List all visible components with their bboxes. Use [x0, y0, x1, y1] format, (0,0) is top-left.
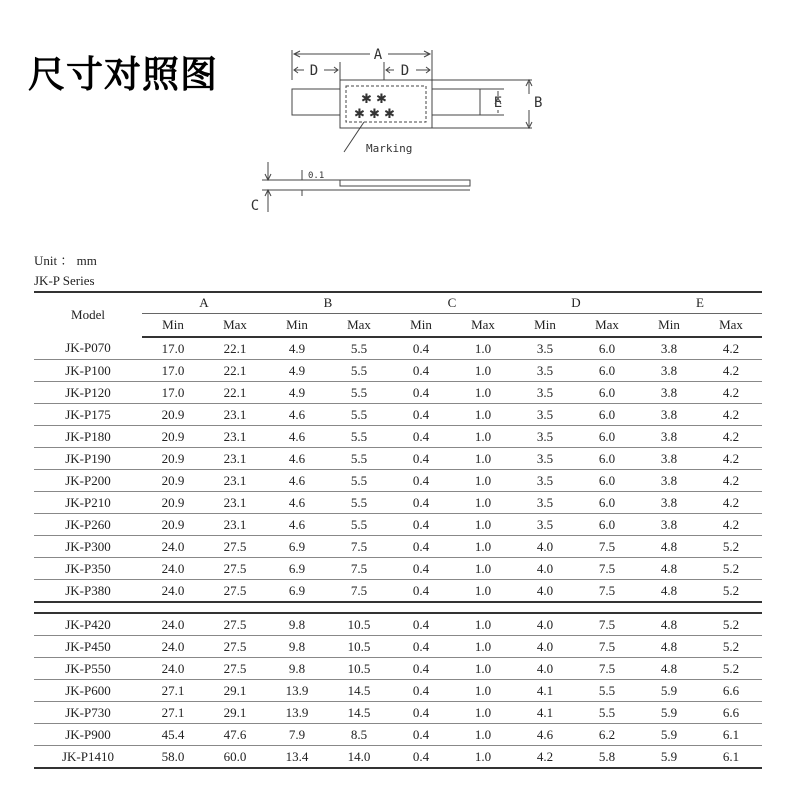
- value-cell: 1.0: [452, 558, 514, 580]
- value-cell: 5.2: [700, 658, 762, 680]
- dim-b-label: B: [534, 95, 543, 111]
- value-cell: 7.5: [576, 636, 638, 658]
- group-header-c: C: [390, 292, 514, 314]
- value-cell: 3.5: [514, 337, 576, 360]
- value-cell: 23.1: [204, 514, 266, 536]
- value-cell: 7.5: [328, 558, 390, 580]
- table-row: [34, 658, 762, 680]
- value-cell: 17.0: [142, 360, 204, 382]
- table-row: [34, 360, 762, 382]
- value-cell: 4.2: [514, 746, 576, 769]
- value-cell: 6.6: [700, 680, 762, 702]
- value-cell: 4.1: [514, 702, 576, 724]
- value-cell: 0.4: [390, 492, 452, 514]
- value-cell: 10.5: [328, 658, 390, 680]
- value-cell: 5.2: [700, 613, 762, 636]
- value-cell: 7.5: [328, 536, 390, 558]
- value-cell: 20.9: [142, 470, 204, 492]
- value-cell: 3.5: [514, 404, 576, 426]
- value-cell: 13.4: [266, 746, 328, 769]
- value-cell: 0.4: [390, 470, 452, 492]
- value-cell: 4.9: [266, 360, 328, 382]
- value-cell: 4.9: [266, 382, 328, 404]
- min-header: Min: [514, 314, 576, 338]
- value-cell: 6.0: [576, 382, 638, 404]
- value-cell: 0.4: [390, 702, 452, 724]
- value-cell: 1.0: [452, 702, 514, 724]
- table-row: [34, 492, 762, 514]
- value-cell: 3.5: [514, 426, 576, 448]
- value-cell: 4.2: [700, 404, 762, 426]
- value-cell: 24.0: [142, 658, 204, 680]
- value-cell: 1.0: [452, 360, 514, 382]
- value-cell: 5.8: [576, 746, 638, 769]
- value-cell: 22.1: [204, 382, 266, 404]
- value-cell: 0.4: [390, 580, 452, 603]
- value-cell: 4.6: [266, 426, 328, 448]
- value-cell: 6.1: [700, 724, 762, 746]
- value-cell: 5.5: [328, 448, 390, 470]
- value-cell: 1.0: [452, 680, 514, 702]
- model-cell: JK-P900: [34, 724, 142, 746]
- model-cell: JK-P350: [34, 558, 142, 580]
- max-header: Max: [576, 314, 638, 338]
- value-cell: 17.0: [142, 382, 204, 404]
- value-cell: 5.9: [638, 724, 700, 746]
- value-cell: 60.0: [204, 746, 266, 769]
- value-cell: 0.4: [390, 337, 452, 360]
- value-cell: 3.8: [638, 337, 700, 360]
- value-cell: 3.8: [638, 492, 700, 514]
- value-cell: 4.2: [700, 337, 762, 360]
- value-cell: 6.0: [576, 470, 638, 492]
- value-cell: 0.4: [390, 746, 452, 769]
- value-cell: 23.1: [204, 426, 266, 448]
- model-cell: JK-P420: [34, 613, 142, 636]
- value-cell: 0.4: [390, 404, 452, 426]
- value-cell: 27.5: [204, 536, 266, 558]
- value-cell: 4.6: [266, 492, 328, 514]
- value-cell: 1.0: [452, 492, 514, 514]
- value-cell: 6.9: [266, 558, 328, 580]
- value-cell: 24.0: [142, 536, 204, 558]
- value-cell: 5.5: [328, 404, 390, 426]
- value-cell: 5.5: [328, 337, 390, 360]
- value-cell: 3.8: [638, 360, 700, 382]
- table-row: [34, 558, 762, 580]
- value-cell: 9.8: [266, 658, 328, 680]
- value-cell: 3.8: [638, 426, 700, 448]
- value-cell: 27.5: [204, 558, 266, 580]
- value-cell: 3.8: [638, 448, 700, 470]
- value-cell: 4.9: [266, 337, 328, 360]
- table-row: [34, 636, 762, 658]
- value-cell: 7.9: [266, 724, 328, 746]
- value-cell: 10.5: [328, 613, 390, 636]
- model-header: Model: [34, 292, 142, 337]
- value-cell: 5.5: [328, 492, 390, 514]
- value-cell: 22.1: [204, 337, 266, 360]
- model-cell: JK-P120: [34, 382, 142, 404]
- min-header: Min: [142, 314, 204, 338]
- value-cell: 5.2: [700, 636, 762, 658]
- model-cell: JK-P730: [34, 702, 142, 724]
- value-cell: 23.1: [204, 470, 266, 492]
- value-cell: 9.8: [266, 613, 328, 636]
- value-cell: 14.5: [328, 702, 390, 724]
- value-cell: 5.5: [328, 360, 390, 382]
- value-cell: 3.8: [638, 514, 700, 536]
- value-cell: 27.5: [204, 636, 266, 658]
- value-cell: 27.1: [142, 680, 204, 702]
- value-cell: 1.0: [452, 746, 514, 769]
- model-cell: JK-P1410: [34, 746, 142, 769]
- table-row: [34, 514, 762, 536]
- value-cell: 3.8: [638, 382, 700, 404]
- value-cell: 3.5: [514, 514, 576, 536]
- series-label: JK-P Series: [34, 273, 95, 288]
- value-cell: 0.4: [390, 680, 452, 702]
- value-cell: 5.2: [700, 580, 762, 603]
- value-cell: 0.4: [390, 613, 452, 636]
- value-cell: 5.5: [328, 514, 390, 536]
- value-cell: 0.4: [390, 536, 452, 558]
- value-cell: 27.5: [204, 580, 266, 603]
- value-cell: 5.9: [638, 702, 700, 724]
- value-cell: 3.5: [514, 470, 576, 492]
- model-cell: JK-P200: [34, 470, 142, 492]
- marking-symbols-row2: ✱ ✱ ✱: [354, 107, 395, 122]
- value-cell: 3.8: [638, 470, 700, 492]
- dim-d-right-label: D: [400, 63, 410, 79]
- value-cell: 20.9: [142, 404, 204, 426]
- dim-d-left-label: D: [309, 63, 319, 79]
- value-cell: 8.5: [328, 724, 390, 746]
- value-cell: 4.8: [638, 636, 700, 658]
- value-cell: 24.0: [142, 636, 204, 658]
- value-cell: 4.2: [700, 492, 762, 514]
- dim-a-label: A: [373, 47, 383, 63]
- value-cell: 3.8: [638, 404, 700, 426]
- model-cell: JK-P100: [34, 360, 142, 382]
- value-cell: 14.0: [328, 746, 390, 769]
- value-cell: 5.9: [638, 680, 700, 702]
- min-header: Min: [390, 314, 452, 338]
- value-cell: 5.2: [700, 558, 762, 580]
- value-cell: 1.0: [452, 724, 514, 746]
- value-cell: 27.5: [204, 658, 266, 680]
- model-cell: JK-P380: [34, 580, 142, 603]
- value-cell: 5.5: [328, 382, 390, 404]
- section-divider-cell: [34, 602, 762, 613]
- table-row: [34, 680, 762, 702]
- value-cell: 58.0: [142, 746, 204, 769]
- table-row: [34, 448, 762, 470]
- value-cell: 4.2: [700, 382, 762, 404]
- model-cell: JK-P260: [34, 514, 142, 536]
- value-cell: 4.2: [700, 470, 762, 492]
- value-cell: 13.9: [266, 702, 328, 724]
- model-cell: JK-P550: [34, 658, 142, 680]
- value-cell: 4.6: [266, 470, 328, 492]
- value-cell: 1.0: [452, 658, 514, 680]
- max-header: Max: [204, 314, 266, 338]
- value-cell: 0.4: [390, 724, 452, 746]
- value-cell: 5.2: [700, 536, 762, 558]
- value-cell: 1.0: [452, 470, 514, 492]
- value-cell: 7.5: [576, 658, 638, 680]
- value-cell: 0.4: [390, 558, 452, 580]
- value-cell: 3.5: [514, 492, 576, 514]
- value-cell: 4.2: [700, 514, 762, 536]
- dim-b-marker: [490, 76, 550, 136]
- group-header-b: B: [266, 292, 390, 314]
- value-cell: 4.0: [514, 636, 576, 658]
- value-cell: 23.1: [204, 448, 266, 470]
- model-cell: JK-P300: [34, 536, 142, 558]
- value-cell: 4.0: [514, 613, 576, 636]
- value-cell: 5.5: [328, 426, 390, 448]
- table-row: [34, 404, 762, 426]
- max-header: Max: [700, 314, 762, 338]
- value-cell: 47.6: [204, 724, 266, 746]
- value-cell: 5.9: [638, 746, 700, 769]
- value-cell: 6.0: [576, 404, 638, 426]
- min-header: Min: [638, 314, 700, 338]
- value-cell: 23.1: [204, 492, 266, 514]
- table-row: [34, 337, 762, 360]
- value-cell: 6.9: [266, 580, 328, 603]
- model-cell: JK-P175: [34, 404, 142, 426]
- value-cell: 1.0: [452, 382, 514, 404]
- value-cell: 6.0: [576, 492, 638, 514]
- value-cell: 6.6: [700, 702, 762, 724]
- value-cell: 27.1: [142, 702, 204, 724]
- value-cell: 24.0: [142, 580, 204, 603]
- value-cell: 6.0: [576, 360, 638, 382]
- group-header-e: E: [638, 292, 762, 314]
- table-row: [34, 382, 762, 404]
- table-row: [34, 613, 762, 636]
- dim-c-label: C: [250, 198, 260, 214]
- value-cell: 4.6: [514, 724, 576, 746]
- table-row: [34, 702, 762, 724]
- thickness-label: 0.1: [308, 171, 325, 181]
- dimension-diagram: [240, 40, 503, 230]
- value-cell: 0.4: [390, 448, 452, 470]
- value-cell: 1.0: [452, 613, 514, 636]
- value-cell: 4.0: [514, 658, 576, 680]
- value-cell: 0.4: [390, 360, 452, 382]
- value-cell: 4.8: [638, 558, 700, 580]
- value-cell: 3.5: [514, 448, 576, 470]
- value-cell: 4.6: [266, 404, 328, 426]
- max-header: Max: [328, 314, 390, 338]
- value-cell: 20.9: [142, 514, 204, 536]
- value-cell: 23.1: [204, 404, 266, 426]
- min-header: Min: [266, 314, 328, 338]
- value-cell: 10.5: [328, 636, 390, 658]
- value-cell: 4.8: [638, 658, 700, 680]
- value-cell: 0.4: [390, 426, 452, 448]
- model-cell: JK-P070: [34, 337, 142, 360]
- value-cell: 29.1: [204, 702, 266, 724]
- value-cell: 4.8: [638, 580, 700, 603]
- value-cell: 14.5: [328, 680, 390, 702]
- value-cell: 4.6: [266, 514, 328, 536]
- value-cell: 45.4: [142, 724, 204, 746]
- model-cell: JK-P180: [34, 426, 142, 448]
- value-cell: 4.2: [700, 448, 762, 470]
- value-cell: 24.0: [142, 613, 204, 636]
- value-cell: 4.1: [514, 680, 576, 702]
- value-cell: 17.0: [142, 337, 204, 360]
- value-cell: 20.9: [142, 426, 204, 448]
- value-cell: 6.9: [266, 536, 328, 558]
- value-cell: 7.5: [576, 536, 638, 558]
- table-row: [34, 724, 762, 746]
- model-cell: JK-P190: [34, 448, 142, 470]
- value-cell: 6.2: [576, 724, 638, 746]
- max-header: Max: [452, 314, 514, 338]
- marking-symbols-row1: ✱ ✱: [361, 92, 387, 107]
- value-cell: 6.0: [576, 426, 638, 448]
- value-cell: 6.0: [576, 448, 638, 470]
- value-cell: 4.6: [266, 448, 328, 470]
- value-cell: 4.0: [514, 580, 576, 603]
- value-cell: 1.0: [452, 536, 514, 558]
- value-cell: 3.5: [514, 360, 576, 382]
- value-cell: 1.0: [452, 426, 514, 448]
- value-cell: 24.0: [142, 558, 204, 580]
- value-cell: 6.0: [576, 337, 638, 360]
- value-cell: 4.8: [638, 613, 700, 636]
- dimension-table: [34, 291, 762, 769]
- value-cell: 7.5: [576, 558, 638, 580]
- value-cell: 13.9: [266, 680, 328, 702]
- value-cell: 4.0: [514, 536, 576, 558]
- value-cell: 7.5: [328, 580, 390, 603]
- value-cell: 29.1: [204, 680, 266, 702]
- section-divider: [34, 602, 762, 613]
- value-cell: 1.0: [452, 404, 514, 426]
- table-row: [34, 580, 762, 603]
- value-cell: 3.5: [514, 382, 576, 404]
- value-cell: 4.8: [638, 536, 700, 558]
- model-cell: JK-P450: [34, 636, 142, 658]
- page-title: 尺寸对照图: [28, 53, 218, 96]
- value-cell: 5.5: [576, 702, 638, 724]
- value-cell: 1.0: [452, 580, 514, 603]
- value-cell: 5.5: [576, 680, 638, 702]
- value-cell: 22.1: [204, 360, 266, 382]
- value-cell: 5.5: [328, 470, 390, 492]
- group-header-a: A: [142, 292, 266, 314]
- unit-label: Unit ： mm: [34, 253, 97, 268]
- value-cell: 0.4: [390, 636, 452, 658]
- table-row: [34, 426, 762, 448]
- value-cell: 6.1: [700, 746, 762, 769]
- value-cell: 0.4: [390, 514, 452, 536]
- model-cell: JK-P210: [34, 492, 142, 514]
- table-row: [34, 470, 762, 492]
- value-cell: 1.0: [452, 514, 514, 536]
- value-cell: 6.0: [576, 514, 638, 536]
- value-cell: 4.0: [514, 558, 576, 580]
- value-cell: 20.9: [142, 492, 204, 514]
- value-cell: 27.5: [204, 613, 266, 636]
- marking-label: Marking: [366, 142, 413, 155]
- model-cell: JK-P600: [34, 680, 142, 702]
- value-cell: 1.0: [452, 636, 514, 658]
- value-cell: 1.0: [452, 337, 514, 360]
- value-cell: 7.5: [576, 580, 638, 603]
- table-row: [34, 536, 762, 558]
- group-header-d: D: [514, 292, 638, 314]
- value-cell: 4.2: [700, 426, 762, 448]
- value-cell: 1.0: [452, 448, 514, 470]
- value-cell: 20.9: [142, 448, 204, 470]
- value-cell: 0.4: [390, 382, 452, 404]
- value-cell: 9.8: [266, 636, 328, 658]
- dim-e-label: E: [493, 95, 503, 111]
- value-cell: 7.5: [576, 613, 638, 636]
- table-row: [34, 746, 762, 769]
- value-cell: 0.4: [390, 658, 452, 680]
- value-cell: 4.2: [700, 360, 762, 382]
